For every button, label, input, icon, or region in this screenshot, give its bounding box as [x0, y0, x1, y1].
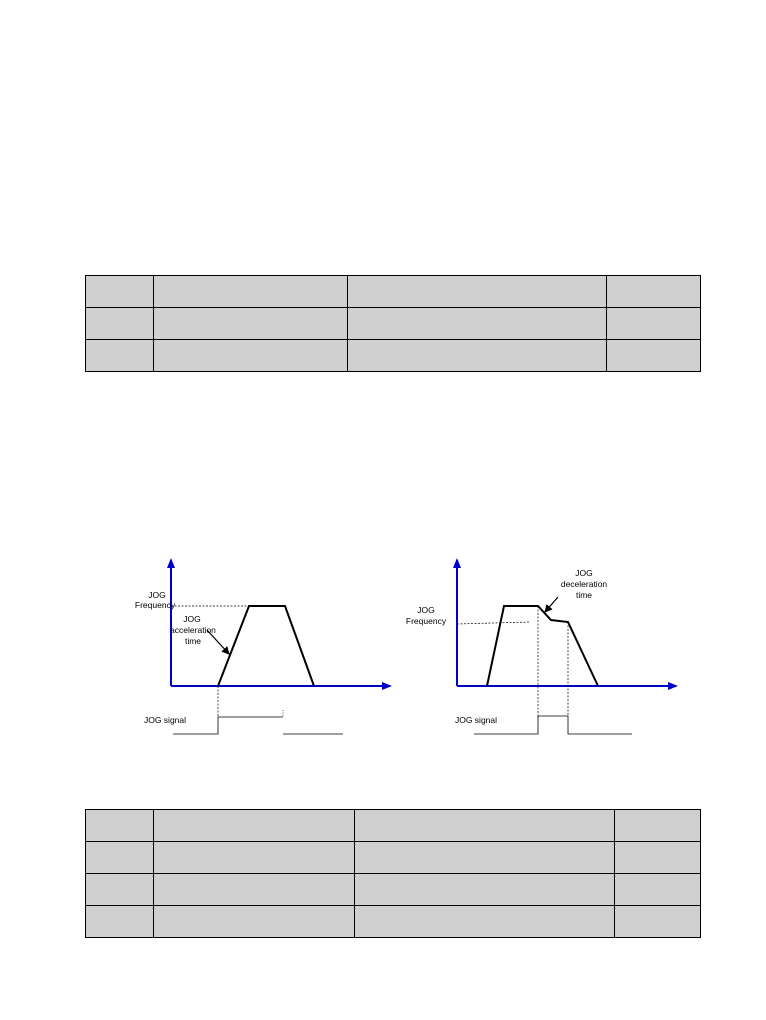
table-cell: [86, 842, 154, 874]
table-cell: [86, 874, 154, 906]
table-cell: [355, 906, 615, 938]
table-cell: [348, 340, 607, 372]
table-row: [86, 308, 701, 340]
table-cell: [607, 340, 701, 372]
table-cell: [615, 906, 701, 938]
decel-time-label: deceleration: [560, 579, 608, 589]
table-row: [86, 874, 701, 906]
table-cell: [607, 276, 701, 308]
frequency-guide-line: [457, 622, 530, 624]
frequency-label: JOG: [148, 590, 166, 600]
table-cell: [154, 810, 355, 842]
table-cell: [86, 276, 154, 308]
table-cell: [154, 874, 355, 906]
jog-signal-waveform: [173, 717, 283, 734]
table-cell: [154, 906, 355, 938]
parameter-table-top: [85, 275, 701, 372]
table-cell: [154, 276, 348, 308]
table-row: [86, 810, 701, 842]
frequency-curve: [487, 606, 598, 686]
table-cell: [615, 874, 701, 906]
table-cell: [154, 308, 348, 340]
table-cell: [86, 906, 154, 938]
frequency-label: Frequency: [405, 616, 447, 626]
table-cell: [615, 810, 701, 842]
parameter-table-bottom: [85, 809, 701, 938]
jog-timing-diagram: [0, 540, 766, 750]
jog-deceleration-diagram: [406, 560, 676, 734]
frequency-label: Frequency: [134, 600, 176, 610]
table-row: [86, 276, 701, 308]
table-cell: [355, 874, 615, 906]
table-cell: [86, 308, 154, 340]
table-cell: [355, 842, 615, 874]
frequency-curve: [218, 606, 314, 686]
table-cell: [348, 276, 607, 308]
table-cell: [355, 810, 615, 842]
table-cell: [86, 810, 154, 842]
jog-signal-waveform: [474, 716, 632, 734]
jog-acceleration-diagram: [135, 560, 390, 734]
accel-time-label: acceleration: [170, 625, 216, 635]
decel-pointer-arrow: [545, 597, 558, 612]
table-cell: [86, 340, 154, 372]
accel-time-label: time: [184, 636, 202, 646]
table-cell: [615, 842, 701, 874]
jog-signal-label: JOG signal: [143, 715, 187, 725]
table-row: [86, 842, 701, 874]
frequency-label: JOG: [417, 605, 435, 615]
table-cell: [607, 308, 701, 340]
table-cell: [348, 308, 607, 340]
table-row: [86, 340, 701, 372]
table-cell: [154, 340, 348, 372]
decel-time-label: time: [575, 590, 593, 600]
table-row: [86, 906, 701, 938]
jog-signal-label: JOG signal: [454, 715, 498, 725]
accel-time-label: JOG: [183, 614, 201, 624]
table-cell: [154, 842, 355, 874]
decel-time-label: JOG: [575, 568, 593, 578]
